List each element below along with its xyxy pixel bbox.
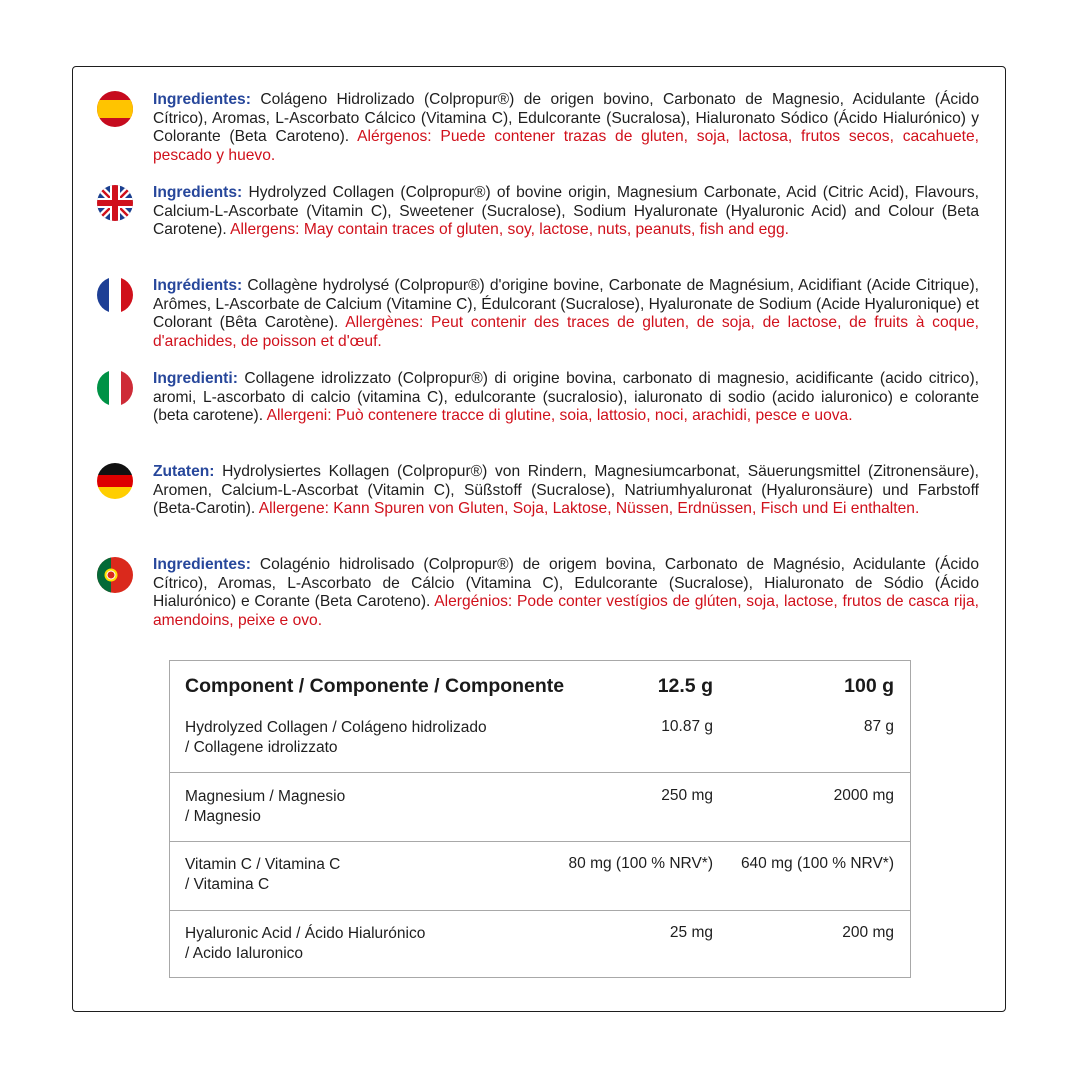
table-row [170,841,910,911]
component-name [185,787,545,827]
ingredients-text: Colagénio hidrolisado (Colpropur®) de origem bovina, Carbonato de Magnésio, Acidulante (Ácido Cítrico), Aromas, L-Ascorbato de Cálcio (Vitamina C), Edulcorante (Sucralose), Hialuronato de Sódio (Ácido Hialurónico) e Corante (Beta Caroteno). [153,556,979,611]
ingredients-label: Ingrédients: [153,277,243,294]
allergens-text: Allergene: Kann Spuren von Gluten, Soja, Laktose, Nüssen, Erdnüssen, Fisch und Ei enthalten. [258,500,920,518]
component-name-line1: Hyaluronic Acid / Ácido Hialurónico [185,925,426,942]
ingredients-de [153,463,979,519]
value-100g: 2000 mg [833,787,894,804]
ingredients-text: Collagene idrolizzato (Colpropur®) di origine bovina, carbonato di magnesio, acidificante (acido citrico), aromi, L-ascorbato di calcio (vitamina C), edulcorante (sucralosio), ialuronato di sodio (acido ialuronico) e colorante (beta carotene). [153,370,979,425]
component-name-line2: / Acido Ialuronico [185,945,304,962]
ingredients-pt [153,556,979,631]
value-100g: 640 mg (100 % NRV*) [740,855,894,872]
ingredients-fr [153,277,979,352]
table-row [170,910,910,978]
component-name [185,924,545,964]
table-row [170,711,910,772]
uk-flag-icon [97,185,133,221]
ingredients-label: Zutaten: [153,463,215,480]
spain-flag-icon [97,91,133,127]
ingredients-it [153,370,979,426]
portugal-flag-icon [97,557,133,593]
allergens-text: Alérgenos: Puede contener trazas de gluten, soja, lactosa, frutos secos, cacahuete, pescado y huevo. [153,128,979,165]
ingredients-label: Ingredientes: [153,556,251,573]
component-name-line1: Hydrolyzed Collagen / Colágeno hidrolizado [185,719,487,736]
component-name [185,855,545,895]
component-name [185,718,545,758]
ingredients-text: Collagène hydrolysé (Colpropur®) d'origine bovine, Carbonate de Magnésium, Acidifiant (Acide Citrique), Arômes, L-Ascorbate de Calcium (Vitamine C), Édulcorant (Sucralose), Hyaluronate de Sodium (Acide Hyaluronique) et Colorant (Bêta Carotène). [153,277,979,332]
ingredients-label: Ingredients: [153,184,243,201]
table-header-row [170,661,910,711]
ingredients-label: Ingredientes: [153,91,251,108]
italy-flag-icon [97,370,133,406]
allergens-text: Allergeni: Può contenere tracce di glutine, soia, lattosio, noci, arachidi, pesce e uova. [266,407,853,425]
ingredients-label: Ingredienti: [153,370,238,387]
allergens-text: Allergens: May contain traces of gluten, soy, lactose, nuts, peanuts, fish and egg. [230,221,789,239]
ingredients-text: Hydrolysiertes Kollagen (Colpropur®) von Rindern, Magnesiumcarbonat, Säuerungsmittel (Zitronensäure), Aromen, Calcium-L-Ascorbat (Vitamin C), Süßstoff (Sucralose), Natriumhyaluronat (Hyaluronsäure) und Farbstoff (Beta-Carotin). [153,463,979,518]
ingredients-es [153,91,979,166]
table-row [170,772,910,842]
ingredients-text: Hydrolyzed Collagen (Colpropur®) of bovine origin, Magnesium Carbonate, Acid (Citric Acid), Flavours, Calcium-L-Ascorbate (Vitamin C), Sweetener (Sucralose), Sodium Hyaluronate (Hyaluronic Acid) and Colour (Beta Carotene). [153,184,979,239]
allergens-text: Alergénios: Pode conter vestígios de glúten, soja, lactose, frutos de casca rija, amendoins, peixe e ovo. [153,593,979,630]
component-name-line2: / Vitamina C [185,876,270,893]
allergens-text: Allergènes: Peut contenir des traces de gluten, de soja, de lactose, de fruits à coque, d'arachides, de poisson et d'œuf. [153,314,979,351]
nutrition-table [169,660,911,978]
germany-flag-icon [97,463,133,499]
component-name-line2: / Collagene idrolizzato [185,739,338,756]
component-name-line1: Vitamin C / Vitamina C [185,856,341,873]
header-col-b: 100 g [844,675,894,697]
ingredients-text: Colágeno Hidrolizado (Colpropur®) de origen bovino, Carbonato de Magnesio, Acidulante (Ácido Cítrico), Aromas, L-Ascorbato Cálcico (Vitamina C), Edulcorante (Sucralosa), Hialuronato Sódico (Ácido Hialurónico) y Colorante (Beta Caroteno). [153,91,979,146]
value-100g: 200 mg [842,924,894,941]
header-col-a: 12.5 g [657,675,713,697]
header-component: Component / Componente / Componente [185,675,565,697]
value-12-5g: 10.87 g [661,718,713,735]
ingredients-en [153,184,979,240]
value-12-5g: 250 mg [661,787,713,804]
value-100g: 87 g [863,718,894,735]
france-flag-icon [97,277,133,313]
value-12-5g: 25 mg [669,924,713,941]
component-name-line2: / Magnesio [185,808,261,825]
component-name-line1: Magnesium / Magnesio [185,788,346,805]
value-12-5g: 80 mg (100 % NRV*) [568,855,713,872]
